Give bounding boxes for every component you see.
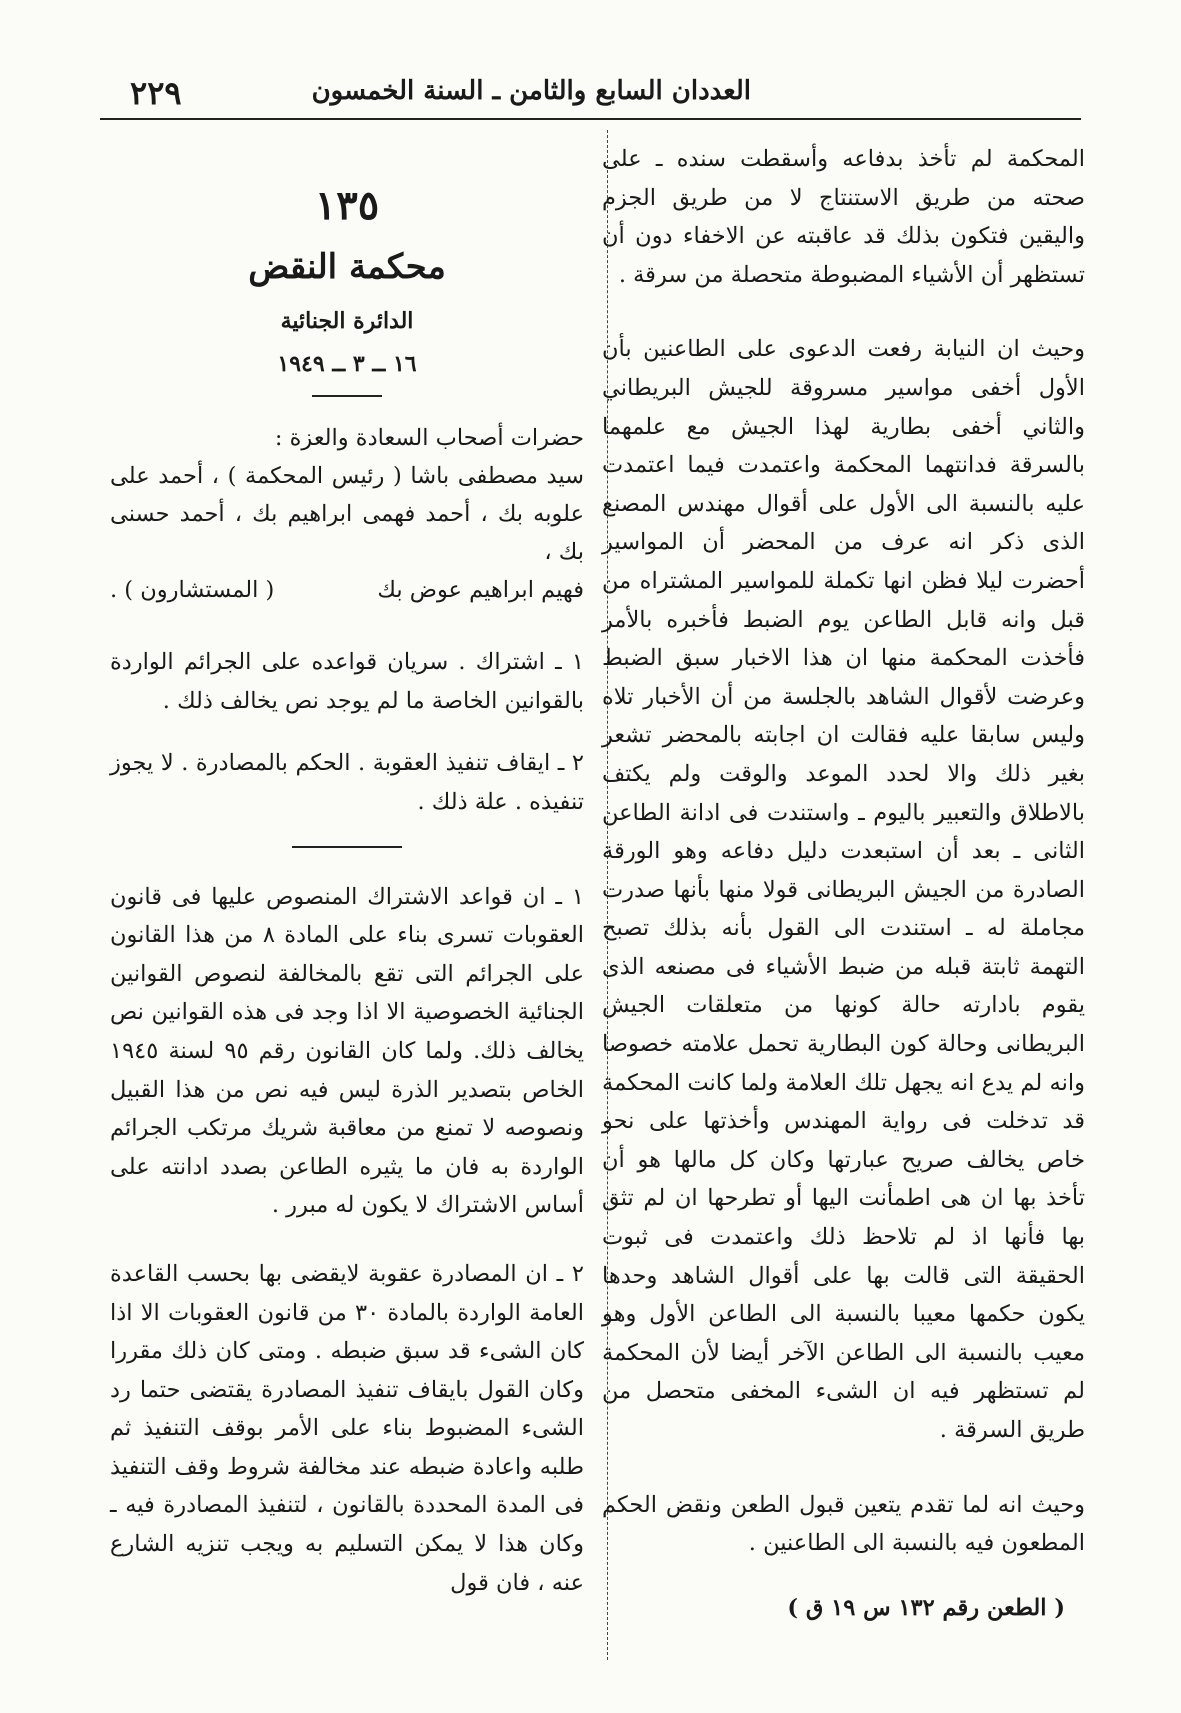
judges-intro: حضرات أصحاب السعادة والعزة : — [274, 425, 584, 452]
paragraph: وحيث ان النيابة رفعت الدعوى على الطاعنين بأن الأول أخفى مواسير مسروقة للجيش البريطاني والثاني أخفى بطارية لهذا الجيش مع علمهما بالسرقة فدانتهما المحكمة واعتمدت فيما اعتمدت عليه بالنسبة الى الأول على أقوال مهندس المصنع الذى ذكر انه عرف من المحضر أن المواسير أحضرت ليلا فظن انها تكملة للمواسير المشتراه من قبل وانه قابل الطاعن يوم الضبط فأخبره بالأمر فأخذت المحكمة منها ان هذا الاخبار سبق الضبط وعرضت لأقوال الشاهد بالجلسة من أن الأخبار تلاه وليس سابقا عليه فقالت ان اجابته بالمحضر تشعر بغير ذلك والا لحدد الموعد والوقت ولم يكتف بالاطلاق والتعبير باليوم ـ واستندت فى ادانة الطاعن الثانى ـ بعد أن استبعدت دليل دفاعه وهو الورقة الصادرة من الجيش البريطانى قولا منها بأنها صدرت مجاملة له ـ استندت الى القول بأنه بذلك تصبح التهمة ثابتة قبله من ضبط الأشياء فى مصنعه الذى يقوم بادارته حالة كونها من متعلقات الجيش البريطانى وحالة كون البطارية تحمل علامته خصوصا وانه لم يدع انه يجهل تلك العلامة ولما كانت المحكمة قد تدخلت فى رواية المهندس وأخذتها على نحو خاص يخالف صريح عبارتها وكان كل مالها هو أن تأخذ بها ان هى اطمأنت اليها أو تطرحها ان لم تثق بها فأنها اذ لم تلاحظ ذلك واعتمدت فى ثبوت الحقيقة التى قالت بها على أقوال الشاهد وحدها يكون حكمها معيبا بالنسبة الى الطاعن الأول وهو معيب بالنسبة الى الطاعن الآخر أيضا لأن المحكمة لم تستظهر فيه ان الشىء المخفى متحصل من طريق السرقة . — [602, 336, 1085, 1443]
right-column — [602, 140, 1085, 1627]
running-title: العددان السابع والثامن ـ السنة الخمسون — [311, 76, 751, 106]
judges-names: سيد مصطفى باشا ( رئيس المحكمة ) ، أحمد على علوبه بك ، أحمد فهمى ابراهيم بك ، أحمد حسنى بك ، — [110, 463, 584, 566]
principle: ١ ـ ان قواعد الاشتراك المنصوص عليها فى قانون العقوبات تسرى بناء على المادة ٨ من هذا القانون على الجرائم التى تقع بالمخالفة لنصوص القوانين الجنائية الخصوصية الا اذا وجد فى هذه القوانين نص يخالف ذلك. ولما كان القانون رقم ٩٥ لسنة ١٩٤٥ الخاص بتصدير الذرة ليس فيه نص من هذا القبيل ونصوصه لا تمنع من معاقبة شريك مرتكب الجرائم الواردة به فان ما يثيره الطاعن بصدد ادانته على أساس الاشتراك لا يكون له مبرر . — [110, 883, 584, 1219]
court-name: محكمة النقض — [248, 247, 446, 287]
headnote: ١ ـ اشتراك . سريان قواعده على الجرائم الواردة بالقوانين الخاصة ما لم يوجد نص يخالف ذلك . — [110, 649, 584, 714]
case-number: ١٣٥ — [314, 182, 380, 229]
paragraph: المحكمة لم تأخذ بدفاعه وأسقطت سنده ـ على صحته من طريق الاستنتاج لا من طريق الجزم واليقين فتكون بذلك قد عاقبته عن الاخفاء دون أن تستظهر أن الأشياء المضبوطة متحصلة من سرقة . — [602, 146, 1085, 288]
paragraph: وحيث انه لما تقدم يتعين قبول الطعن ونقض الحكم المطعون فيه بالنسبة الى الطاعنين . — [602, 1491, 1085, 1557]
judges-last-line — [110, 571, 584, 609]
divider-rule — [312, 395, 382, 397]
case-citation: ( الطعن رقم ١٣٢ س ١٩ ق ) — [787, 1594, 1065, 1621]
page-number: ٢٢٩ — [130, 74, 182, 112]
judges-block — [110, 419, 584, 609]
chamber-name: الدائرة الجنائية — [280, 308, 414, 334]
judges-last-names: فهيم ابراهيم عوض بك — [377, 577, 584, 604]
left-column — [110, 180, 584, 1602]
judges-role: ( المستشارون ) . — [110, 577, 275, 604]
page-header — [100, 70, 1081, 120]
headnote: ٢ ـ ايقاف تنفيذ العقوبة . الحكم بالمصادرة . لا يجوز تنفيذه . علة ذلك . — [110, 750, 584, 815]
session-date: ١٦ ــ ٣ ــ ١٩٤٩ — [277, 350, 417, 377]
divider-rule — [292, 846, 402, 848]
principle: ٢ ـ ان المصادرة عقوبة لايقضى بها بحسب القاعدة العامة الواردة بالمادة ٣٠ من قانون العقوبات الا اذا كان الشىء قد سبق ضبطه . ومتى كان ذلك مقررا وكان القول بايقاف تنفيذ المصادرة يقتضى حتما رد الشىء المضبوط بناء على الأمر بوقف التنفيذ ثم طلبه واعادة ضبطه عند مخالفة شروط وقف التنفيذ فى المدة المحددة بالقانون ، لتنفيذ المصادرة فيه ـ وكان هذا لا يمكن التسليم به ويجب تنزيه الشارع عنه ، فان قول — [110, 1260, 585, 1596]
